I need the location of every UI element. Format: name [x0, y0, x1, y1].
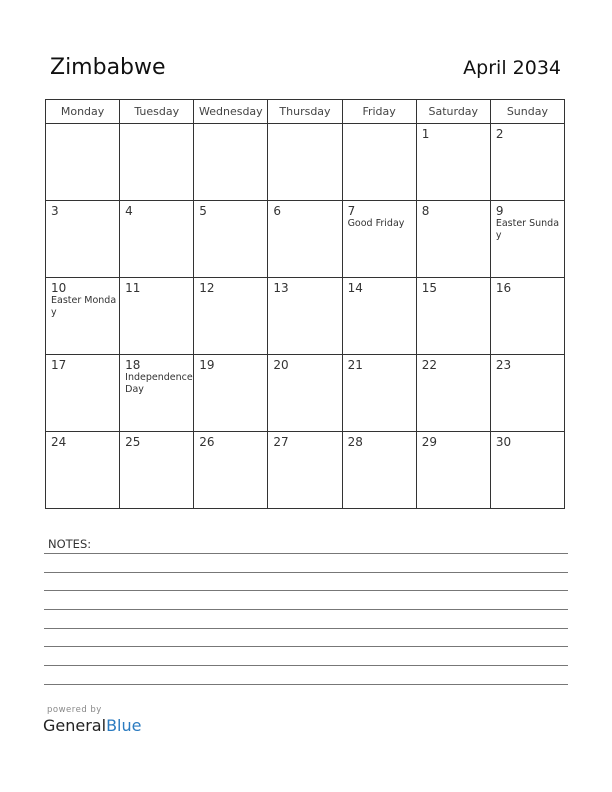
week-row	[46, 278, 565, 355]
week-row	[46, 355, 565, 432]
day-cell	[268, 124, 342, 201]
day-number	[46, 124, 119, 127]
day-number: 5	[199, 204, 207, 218]
day-cell	[490, 124, 564, 201]
day-number: 29	[421, 435, 437, 449]
day-cell	[490, 278, 564, 355]
day-number: 30	[495, 435, 512, 449]
day-cell	[46, 201, 120, 278]
note-line	[44, 665, 568, 666]
day-cell	[268, 432, 342, 509]
weekday-header: Tuesday	[120, 100, 194, 124]
note-line	[44, 609, 568, 610]
day-number: 28	[347, 435, 363, 449]
month-title: April 2034	[463, 57, 561, 79]
weekday-header: Wednesday	[194, 100, 268, 124]
day-cell	[120, 278, 194, 355]
day-cell	[342, 432, 416, 509]
day-number: 26	[199, 435, 215, 449]
note-line	[44, 646, 568, 647]
note-line	[44, 572, 568, 573]
holiday-label: Independence Day	[125, 372, 193, 395]
day-number: 23	[495, 358, 512, 372]
day-cell	[490, 432, 564, 509]
day-cell	[416, 355, 490, 432]
day-number: 27	[273, 435, 289, 449]
day-cell	[342, 278, 416, 355]
day-cell	[342, 201, 416, 278]
notes-label: NOTES:	[48, 537, 92, 551]
note-line	[44, 590, 568, 591]
note-line	[44, 553, 568, 554]
day-number: 14	[347, 281, 363, 295]
brand-part-general: General	[43, 716, 107, 735]
day-number: 7	[347, 204, 356, 218]
weekday-header-row	[46, 100, 565, 124]
day-number: 4	[125, 204, 133, 218]
day-cell	[46, 432, 120, 509]
day-number: 21	[347, 358, 363, 372]
weekday-header: Friday	[342, 100, 416, 124]
day-cell	[342, 124, 416, 201]
day-cell	[268, 355, 342, 432]
day-number: 10	[51, 281, 67, 295]
day-number: 1	[421, 127, 430, 141]
day-cell	[194, 201, 268, 278]
calendar-grid	[45, 99, 565, 509]
day-number: 15	[421, 281, 437, 295]
day-cell	[490, 355, 564, 432]
day-cell	[194, 124, 268, 201]
day-number: 25	[125, 435, 141, 449]
day-cell	[46, 124, 120, 201]
day-number	[268, 124, 341, 127]
day-number: 13	[273, 281, 289, 295]
day-number: 16	[495, 281, 512, 295]
day-cell	[342, 355, 416, 432]
day-cell	[194, 432, 268, 509]
day-cell	[120, 201, 194, 278]
week-row	[46, 201, 565, 278]
day-number: 19	[199, 358, 215, 372]
note-line	[44, 628, 568, 629]
day-cell	[120, 124, 194, 201]
week-row	[46, 124, 565, 201]
day-number	[120, 124, 193, 127]
day-number: 17	[51, 358, 67, 372]
note-line	[44, 684, 568, 685]
day-number: 24	[51, 435, 67, 449]
weekday-header: Monday	[46, 100, 120, 124]
day-cell	[490, 201, 564, 278]
day-cell	[268, 201, 342, 278]
day-number: 12	[199, 281, 215, 295]
weekday-header: Saturday	[416, 100, 490, 124]
day-cell	[416, 124, 490, 201]
day-number: 8	[421, 204, 430, 218]
week-row	[46, 432, 565, 509]
day-cell	[120, 355, 194, 432]
day-number: 6	[273, 204, 282, 218]
generalblue-logo[interactable]	[43, 716, 141, 735]
holiday-label: Good Friday	[347, 218, 405, 229]
powered-by-text: powered by	[47, 705, 102, 715]
day-cell	[268, 278, 342, 355]
weekday-header: Thursday	[268, 100, 342, 124]
day-cell	[416, 201, 490, 278]
day-number: 3	[51, 204, 59, 218]
day-cell	[120, 432, 194, 509]
day-cell	[46, 355, 120, 432]
day-cell	[416, 278, 490, 355]
country-title: Zimbabwe	[50, 55, 166, 80]
day-number: 20	[273, 358, 289, 372]
day-number: 22	[421, 358, 437, 372]
day-number	[343, 124, 416, 127]
day-number: 9	[495, 204, 504, 218]
day-cell	[46, 278, 120, 355]
weekday-header: Sunday	[490, 100, 564, 124]
day-number: 2	[495, 127, 504, 141]
day-number	[194, 124, 267, 127]
day-cell	[194, 355, 268, 432]
holiday-label: Easter Sunday	[495, 218, 560, 241]
day-number: 11	[125, 281, 141, 295]
day-number: 18	[125, 358, 141, 372]
holiday-label: Easter Monday	[51, 295, 117, 318]
day-cell	[416, 432, 490, 509]
day-cell	[194, 278, 268, 355]
brand-part-blue: Blue	[106, 716, 142, 735]
